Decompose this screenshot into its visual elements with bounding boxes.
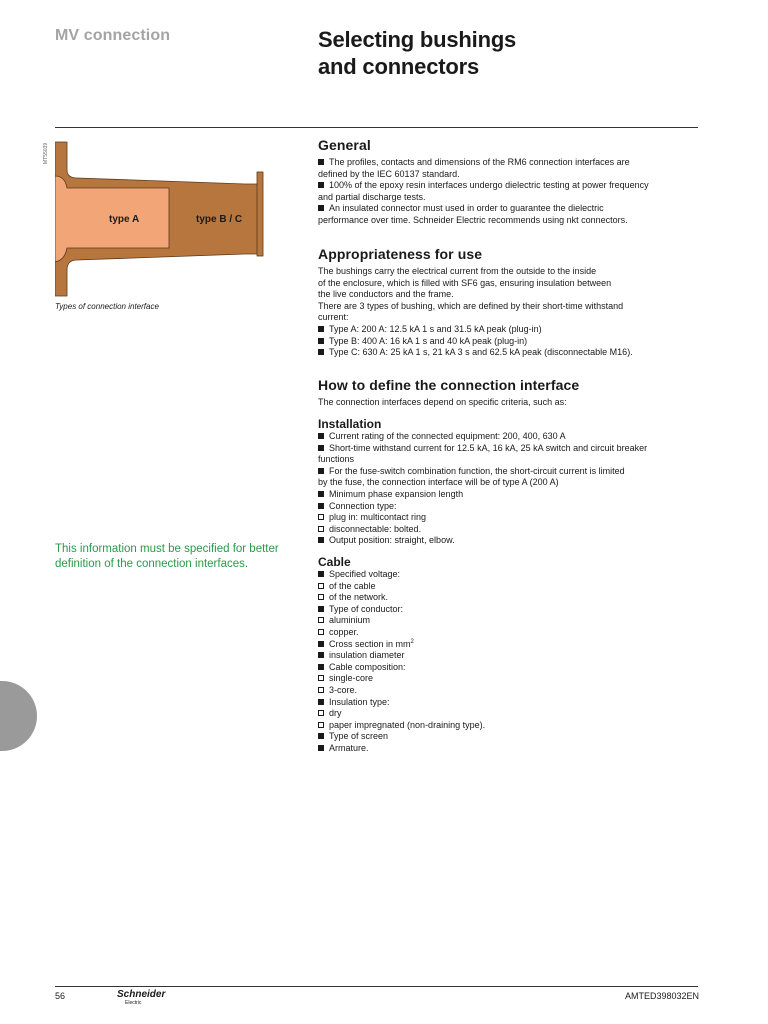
cable-lines [318, 569, 703, 755]
line-text: paper impregnated (non-draining type). [329, 719, 486, 730]
section-label: MV connection [55, 27, 171, 44]
general-heading: General [318, 137, 371, 153]
line-text: dry [329, 708, 342, 719]
appropriateness-heading: Appropriateness for use [318, 246, 483, 262]
text-line [318, 312, 703, 324]
text-line [318, 203, 703, 215]
text-line [318, 581, 703, 593]
filled-square-bullet-icon [318, 445, 324, 451]
filled-square-bullet-icon [318, 537, 324, 543]
top-rule [55, 127, 698, 128]
bottom-rule [55, 986, 698, 987]
line-text: Cable composition: [329, 661, 406, 672]
line-text: There are 3 types of bushing, which are defined by their short-time withstand [318, 300, 624, 311]
filled-square-bullet-icon [318, 733, 324, 739]
filled-square-bullet-icon [318, 503, 324, 509]
open-square-bullet-icon [318, 594, 324, 600]
line-text: Connection type: [329, 500, 397, 511]
line-text: defined by the IEC 60137 standard. [318, 168, 460, 179]
filled-square-bullet-icon [318, 652, 324, 658]
filled-square-bullet-icon [318, 641, 324, 647]
filled-square-bullet-icon [318, 571, 324, 577]
text-line [318, 489, 703, 501]
cable-heading: Cable [318, 555, 351, 569]
text-line [318, 278, 703, 290]
text-line [318, 466, 703, 478]
text-line [318, 662, 703, 674]
label-type-a: type A [109, 214, 140, 225]
line-text: by the fuse, the connection interface will be of type A (200 A) [318, 477, 559, 488]
line-text: aluminium [329, 615, 371, 626]
line-text: Insulation type: [329, 696, 390, 707]
logo-brand: Schneider [117, 989, 166, 1000]
figure-caption: Types of connection interface [55, 302, 159, 311]
line-text: 100% of the epoxy resin interfaces undergo dielectric testing at power frequency [329, 180, 649, 191]
figure-code: MT55039 [43, 142, 49, 164]
text-line [318, 569, 703, 581]
installation-section [318, 417, 703, 547]
green-note: This information must be specified for better definition of the connection interfaces. [55, 543, 279, 570]
text-line [318, 673, 703, 685]
text-line [318, 301, 703, 313]
text-line [318, 743, 703, 755]
line-text: current: [318, 312, 349, 323]
filled-square-bullet-icon [318, 182, 324, 188]
text-line [318, 592, 703, 604]
line-text: Type C: 630 A: 25 kA 1 s, 21 kA 3 s and 62.5 kA peak (disconnectable M16). [329, 347, 633, 358]
line-text: the live conductors and the frame. [318, 289, 454, 300]
line-text: Current rating of the connected equipment: 200, 400, 630 A [329, 431, 566, 441]
line-text: Armature. [329, 742, 369, 753]
text-line [318, 650, 703, 662]
open-square-bullet-icon [318, 710, 324, 716]
open-square-bullet-icon [318, 629, 324, 635]
text-line [318, 639, 703, 651]
text-line [318, 180, 703, 192]
open-square-bullet-icon [318, 675, 324, 681]
connection-interface-figure [55, 140, 267, 300]
filled-square-bullet-icon [318, 664, 324, 670]
page-number: 56 [55, 991, 66, 1001]
text-line [318, 266, 703, 278]
line-text: Type A: 200 A: 12.5 kA 1 s and 31.5 kA peak (plug-in) [329, 323, 542, 334]
open-square-bullet-icon [318, 514, 324, 520]
text-line [318, 289, 703, 301]
general-section [318, 137, 703, 227]
page-title-line-1: Selecting bushings [318, 27, 517, 52]
filled-square-bullet-icon [318, 326, 324, 332]
text-line [318, 615, 703, 627]
text-line [318, 157, 703, 169]
filled-square-bullet-icon [318, 338, 324, 344]
filled-square-bullet-icon [318, 491, 324, 497]
line-text: and partial discharge tests. [318, 191, 426, 202]
open-square-bullet-icon [318, 722, 324, 728]
line-text: Type of screen [329, 731, 389, 742]
page-title [318, 26, 516, 80]
line-text: single-core [329, 673, 374, 684]
general-lines [318, 157, 703, 227]
define-section [318, 377, 703, 409]
line-text: plug in: multicontact ring [329, 512, 427, 523]
text-line [318, 535, 703, 547]
installation-heading: Installation [318, 417, 382, 431]
document-reference: AMTED398032EN [624, 991, 699, 1001]
text-line [318, 512, 703, 524]
filled-square-bullet-icon [318, 606, 324, 612]
line-text: The profiles, contacts and dimensions of the RM6 connection interfaces are [329, 157, 630, 167]
text-line [318, 431, 703, 443]
filled-square-bullet-icon [318, 745, 324, 751]
text-line [318, 708, 703, 720]
line-text: Cross section in mm [329, 638, 411, 649]
line-text: of the enclosure, which is filled with SF6 gas, ensuring insulation between [318, 277, 612, 288]
appropriateness-section [318, 246, 703, 359]
line-text: Output position: straight, elbow. [329, 535, 455, 546]
text-line [318, 685, 703, 697]
filled-square-bullet-icon [318, 349, 324, 355]
text-line [318, 697, 703, 709]
open-square-bullet-icon [318, 617, 324, 623]
text-line [318, 604, 703, 616]
line-text: Type of conductor: [329, 603, 404, 614]
text-line [318, 443, 703, 455]
page-title-line-2: and connectors [318, 54, 480, 79]
side-tab [0, 681, 37, 751]
open-square-bullet-icon [318, 687, 324, 693]
filled-square-bullet-icon [318, 699, 324, 705]
open-square-bullet-icon [318, 583, 324, 589]
line-text: The bushings carry the electrical current from the outside to the inside [318, 266, 597, 276]
text-line [318, 347, 703, 359]
text-line [318, 215, 703, 227]
text-line [318, 627, 703, 639]
text-line [318, 477, 703, 489]
line-text: Specified voltage: [329, 569, 401, 579]
text-line [318, 454, 703, 466]
filled-square-bullet-icon [318, 468, 324, 474]
text-line [318, 731, 703, 743]
line-text: Short-time withstand current for 12.5 kA, 16 kA, 25 kA switch and circuit breaker [329, 442, 648, 453]
text-line [318, 720, 703, 732]
line-text: An insulated connector must used in order to guarantee the dielectric [329, 203, 604, 214]
superscript: 2 [410, 638, 414, 645]
filled-square-bullet-icon [318, 433, 324, 439]
bushing-flange [257, 172, 263, 256]
text-line [318, 336, 703, 348]
schneider-logo [117, 990, 165, 1006]
filled-square-bullet-icon [318, 159, 324, 165]
define-intro: The connection interfaces depend on specific criteria, such as: [318, 397, 567, 407]
text-line [318, 169, 703, 181]
installation-lines [318, 431, 703, 547]
line-text: disconnectable: bolted. [329, 523, 422, 534]
text-line [318, 501, 703, 513]
line-text: For the fuse-switch combination function, the short-circuit current is limited [329, 465, 625, 476]
line-text: Type B: 400 A: 16 kA 1 s and 40 kA peak (plug-in) [329, 335, 528, 346]
line-text: performance over time. Schneider Electric recommends using nkt connectors. [318, 214, 628, 225]
filled-square-bullet-icon [318, 205, 324, 211]
text-line [318, 324, 703, 336]
text-line [318, 524, 703, 536]
line-text: of the network. [329, 592, 389, 603]
text-line [318, 192, 703, 204]
line-text: of the cable [329, 580, 376, 591]
line-text: 3-core. [329, 684, 358, 695]
cable-section [318, 555, 703, 755]
line-text: Minimum phase expansion length [329, 488, 464, 499]
line-text: functions [318, 454, 355, 465]
define-heading: How to define the connection interface [318, 377, 580, 393]
logo-brand-sub: Electric [125, 1000, 142, 1006]
line-text: copper. [329, 626, 359, 637]
label-type-bc: type B / C [196, 214, 243, 225]
appropriateness-lines [318, 266, 703, 359]
line-text: insulation diameter [329, 650, 405, 661]
open-square-bullet-icon [318, 526, 324, 532]
